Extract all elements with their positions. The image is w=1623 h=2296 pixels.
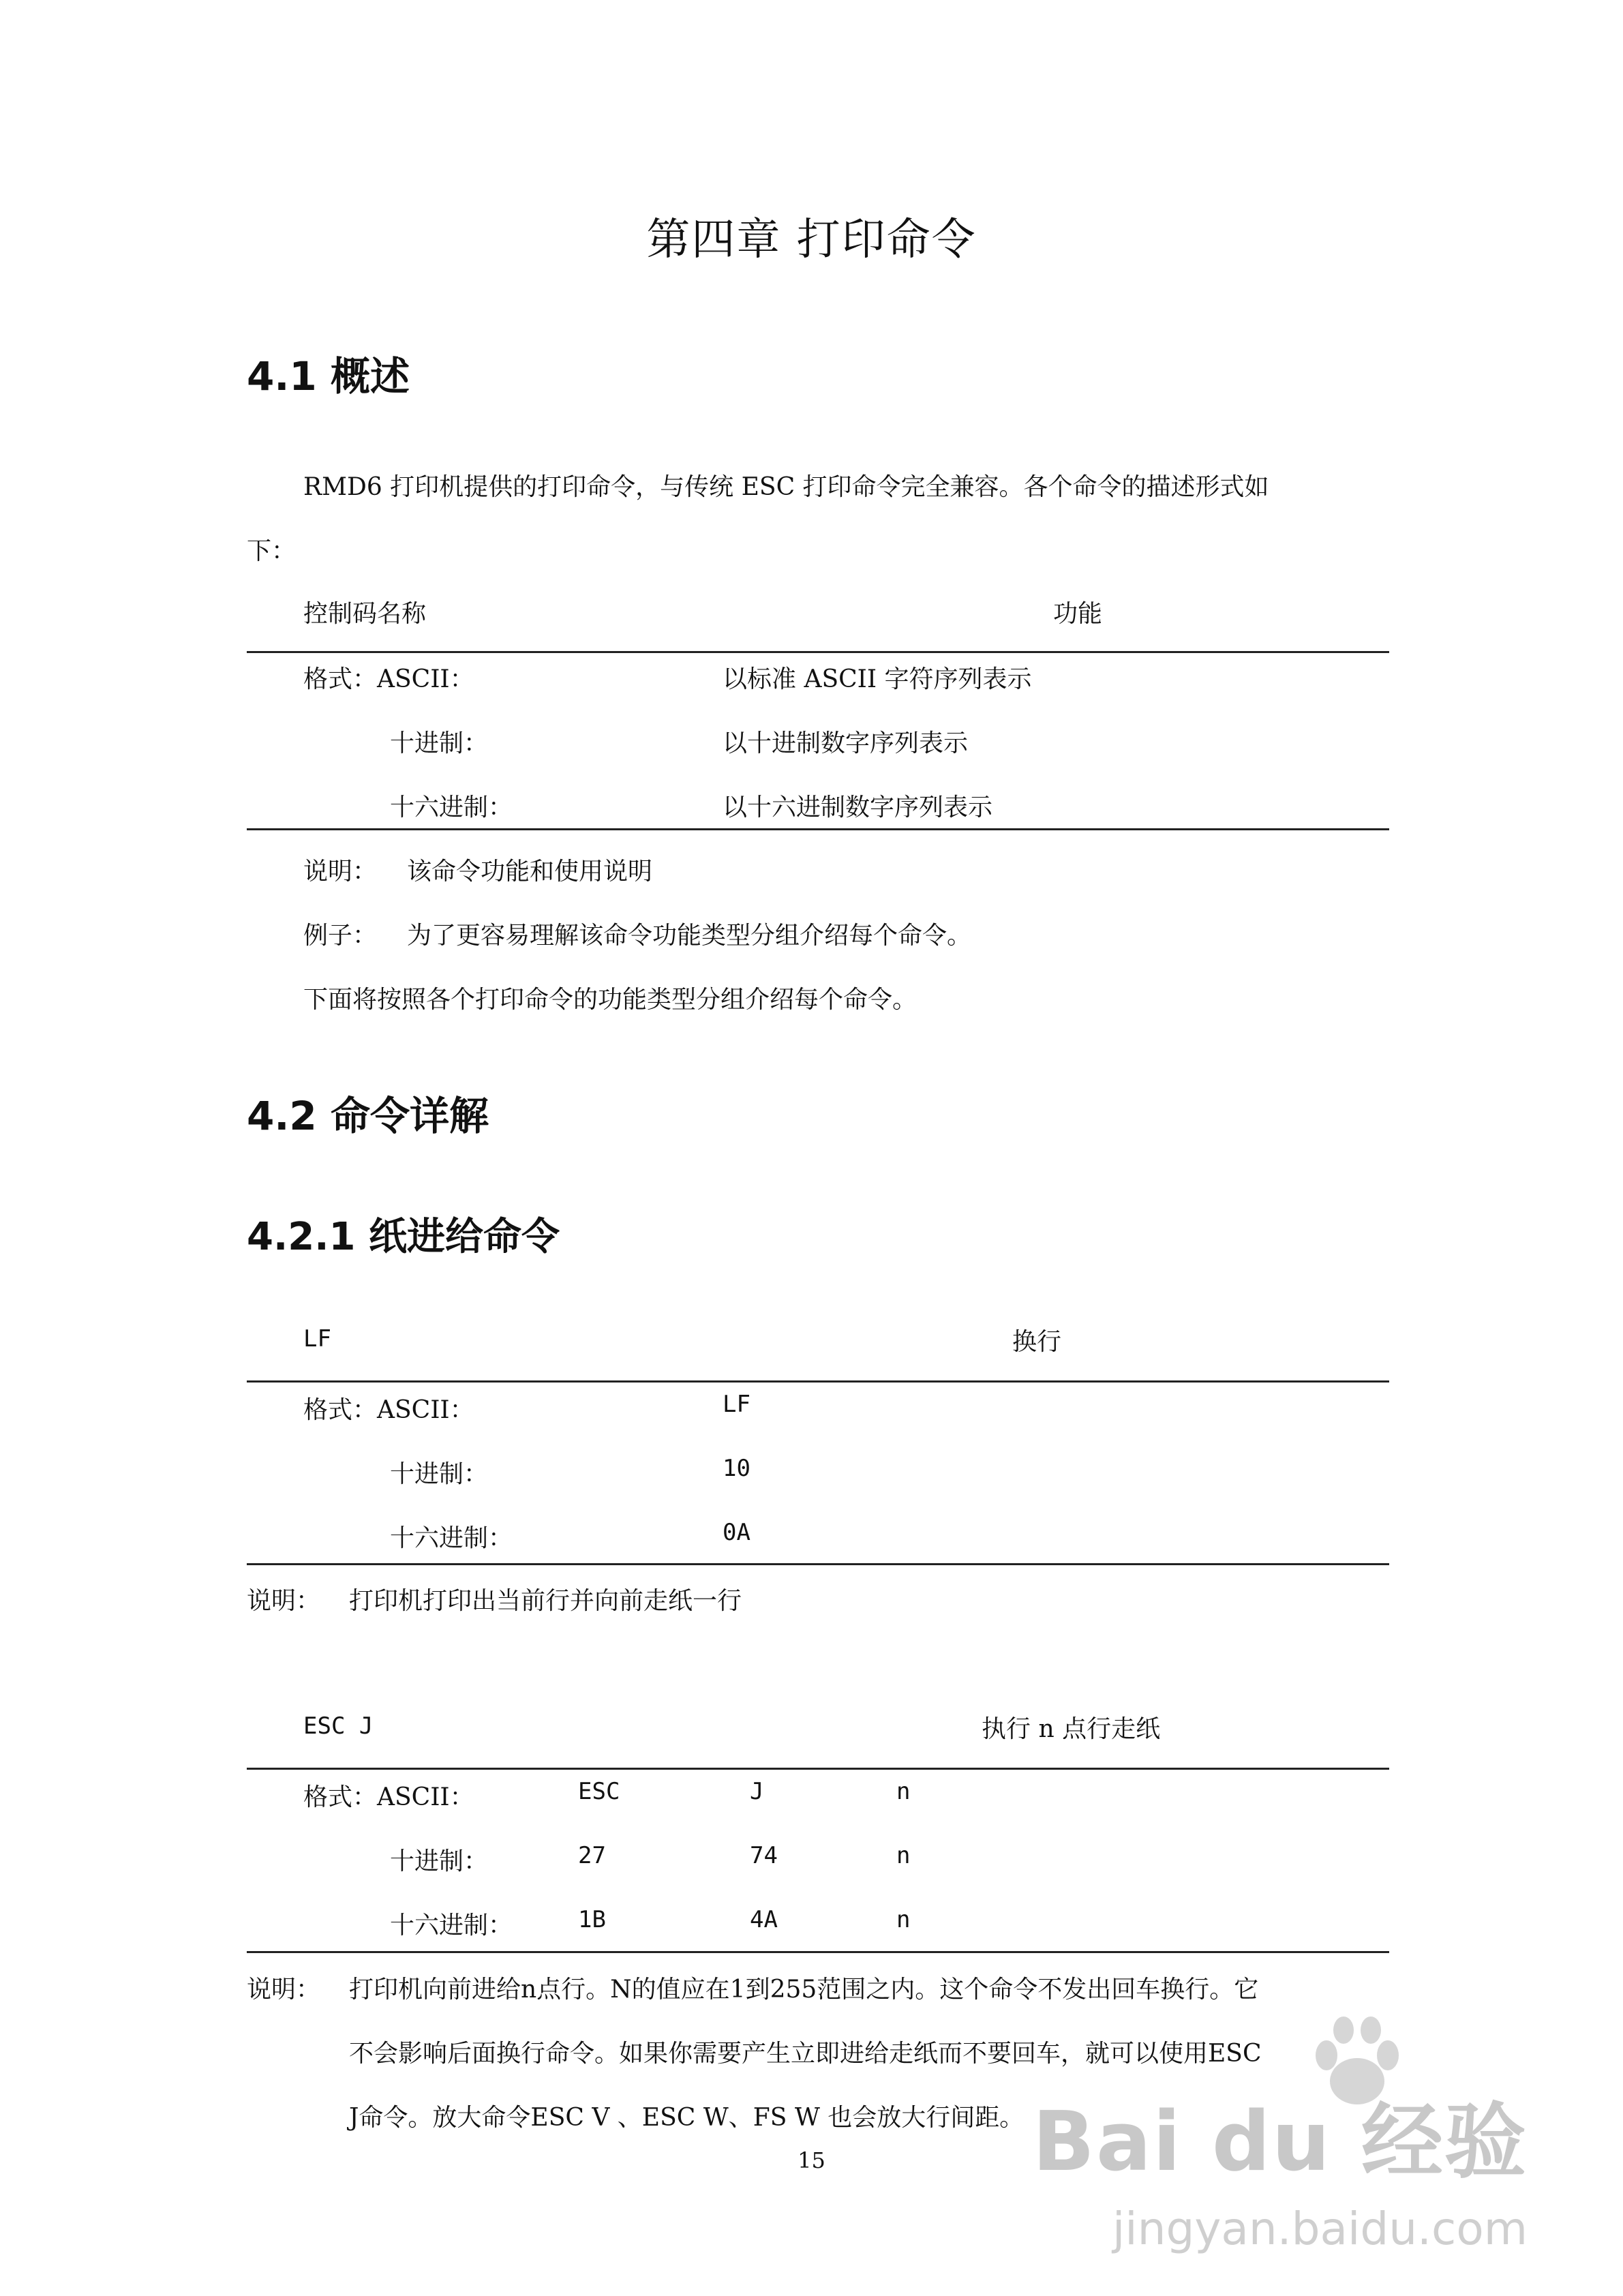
cmd-escj-dec-0: 27 (578, 1842, 606, 1869)
cmd-escj-hex-label: 十六进制： (390, 1912, 513, 1939)
cmd-escj-hex-1: 4A (750, 1906, 778, 1933)
cmd-escj-note-line-3: J命令。放大命令ESC V 、ESC W、FS W 也会放大行间距。 (349, 2104, 1025, 2132)
cmd-escj-name: ESC J (303, 1712, 374, 1740)
cmd-lf-dec-label: 十进制： (390, 1460, 489, 1488)
table-rule-top (247, 651, 1389, 653)
template-dec-desc: 以十进制数字序列表示 (723, 729, 969, 757)
template-example-text: 为了更容易理解该命令功能类型分组介绍每个命令。 (407, 922, 972, 950)
template-hex-label: 十六进制： (390, 794, 513, 821)
cmd-escj-note-line-2: 不会影响后面换行命令。如果你需要产生立即进给走纸而不要回车，就可以使用ESC (349, 2040, 1262, 2068)
template-example-label: 例子： (303, 922, 378, 950)
template-note-text: 该命令功能和使用说明 (407, 858, 653, 886)
cmd-lf-hex-label: 十六进制： (390, 1524, 513, 1552)
cmd-escj-function: 执行 n 点行走纸 (982, 1715, 1161, 1743)
watermark-brand: Bai du 经验 (1032, 2095, 1528, 2190)
cmd-escj-rule-top (247, 1768, 1389, 1770)
cmd-lf-ascii-label: 格式：ASCII： (303, 1396, 474, 1424)
template-ascii-label: 格式：ASCII： (303, 665, 474, 693)
cmd-lf-ascii: LF (723, 1391, 750, 1418)
template-ascii-desc: 以标准 ASCII 字符序列表示 (723, 665, 1032, 693)
chapter-title: 第四章 打印命令 (646, 215, 977, 265)
section-heading-4-1: 4.1 概述 (247, 353, 410, 399)
cmd-escj-ascii-0: ESC (578, 1778, 620, 1805)
cmd-lf-name: LF (303, 1325, 331, 1353)
cmd-lf-dec: 10 (723, 1455, 750, 1482)
cmd-escj-ascii-label: 格式：ASCII： (303, 1783, 474, 1811)
page-number: 15 (798, 2147, 825, 2173)
intro-line-2: 下： (247, 537, 297, 565)
table-rule-bottom (247, 828, 1389, 830)
section-heading-4-2: 4.2 命令详解 (247, 1093, 489, 1139)
intro-line-1: RMD6 打印机提供的打印命令，与传统 ESC 打印命令完全兼容。各个命令的描述形式如 (303, 473, 1269, 501)
cmd-escj-hex-2: n (896, 1906, 911, 1933)
cmd-lf-function: 换行 (1012, 1328, 1062, 1356)
cmd-escj-rule-bottom (247, 1951, 1389, 1953)
section-heading-4-2-1: 4.2.1 纸进给命令 (247, 1215, 560, 1259)
cmd-escj-dec-label: 十进制： (390, 1847, 489, 1875)
cmd-lf-rule-top (247, 1380, 1389, 1383)
cmd-escj-note-line-1: 打印机向前进给n点行。N的值应在1到255范围之内。这个命令不发出回车换行。它 (349, 1976, 1259, 2004)
template-hex-desc: 以十六进制数字序列表示 (723, 794, 993, 821)
template-name: 控制码名称 (303, 600, 427, 628)
cmd-escj-dec-2: n (896, 1842, 911, 1869)
cmd-escj-ascii-2: n (896, 1778, 911, 1805)
cmd-escj-hex-0: 1B (578, 1906, 606, 1933)
cmd-lf-rule-bottom (247, 1563, 1389, 1565)
template-dec-label: 十进制： (390, 729, 489, 757)
cmd-lf-hex: 0A (723, 1519, 750, 1546)
template-note-label: 说明： (303, 858, 378, 886)
cmd-escj-ascii-1: J (750, 1778, 764, 1805)
cmd-lf-note-label: 说明： (247, 1587, 321, 1615)
cmd-lf-note-text: 打印机打印出当前行并向前走纸一行 (349, 1587, 742, 1615)
cmd-escj-dec-1: 74 (750, 1842, 778, 1869)
watermark-url: jingyan.baidu.com (1112, 2203, 1528, 2255)
template-function: 功能 (1053, 600, 1103, 628)
closing-text: 下面将按照各个打印命令的功能类型分组介绍每个命令。 (303, 986, 917, 1014)
cmd-escj-note-label: 说明： (247, 1976, 321, 2004)
